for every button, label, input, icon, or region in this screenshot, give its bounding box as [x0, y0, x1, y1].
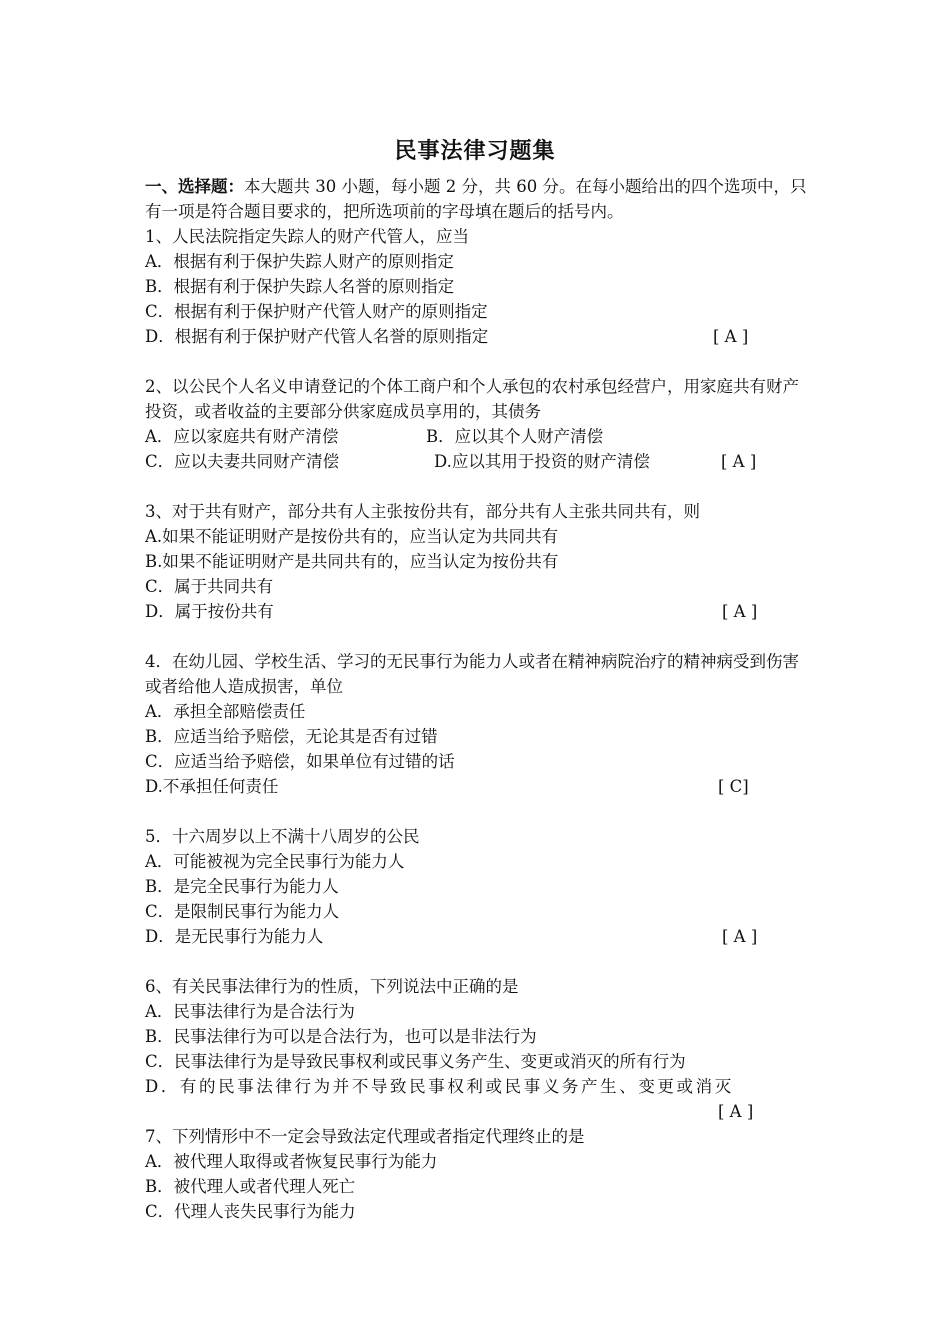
q3-stem: 3、对于共有财产，部分共有人主张按份共有，部分共有人主张共同共有，则 [145, 502, 700, 521]
q1-option-d: D．根据有利于保护财产代管人名誉的原则指定 [145, 327, 489, 346]
q2-stem: 2、以公民个人名义申请登记的个体工商户和个人承包的农村承包经营户，用家庭共有财产投资，或者收益的主要部分供家庭成员享用的，其债务 [145, 377, 799, 421]
q5-stem: 5．十六周岁以上不满十八周岁的公民 [145, 827, 420, 846]
q3-option-b: B.如果不能证明财产是共同共有的，应当认定为按份共有 [145, 552, 559, 571]
q3-answer: [ A ] [722, 602, 758, 621]
q5-option-a: A．可能被视为完全民事行为能力人 [145, 852, 405, 871]
document-body [145, 174, 807, 1224]
q2-options-row-1 [145, 424, 807, 449]
q7-option-a: A．被代理人取得或者恢复民事行为能力 [145, 1152, 438, 1171]
q3-option-d-row [145, 599, 807, 624]
q3-option-a: A.如果不能证明财产是按份共有的，应当认定为共同共有 [145, 527, 559, 546]
q5-option-b: B．是完全民事行为能力人 [145, 877, 339, 896]
q2-option-c: C．应以夫妻共同财产清偿 [145, 452, 340, 471]
q2-option-d: D.应以其用于投资的财产清偿 [434, 452, 650, 471]
q2-options-row-2 [145, 449, 807, 474]
q4-stem: 4．在幼儿园、学校生活、学习的无民事行为能力人或者在精神病院治疗的精神病受到伤害或者给他人造成损害，单位 [145, 652, 799, 696]
section-intro [145, 174, 807, 224]
q4-option-d-row [145, 774, 807, 799]
q1-option-b: B．根据有利于保护失踪人名誉的原则指定 [145, 277, 455, 296]
q7-stem: 7、下列情形中不一定会导致法定代理或者指定代理终止的是 [145, 1127, 585, 1146]
q3-option-c: C．属于共同共有 [145, 577, 274, 596]
q3-option-d: D．属于按份共有 [145, 602, 274, 621]
q1-answer: [ A ] [713, 327, 749, 346]
q2-option-b: B．应以其个人财产清偿 [426, 427, 604, 446]
q2-option-a: A．应以家庭共有财产清偿 [145, 427, 339, 446]
q6-option-c: C．民事法律行为是导致民事权利或民事义务产生、变更或消灭的所有行为 [145, 1052, 686, 1071]
section-label: 一、选择题： [145, 177, 244, 196]
q1-option-a: A．根据有利于保护失踪人财产的原则指定 [145, 252, 454, 271]
q4-option-c: C．应适当给予赔偿，如果单位有过错的话 [145, 752, 455, 771]
q1-stem: 1、人民法院指定失踪人的财产代管人，应当 [145, 227, 469, 246]
q2-answer: [ A ] [721, 452, 757, 471]
q1-option-c: C．根据有利于保护财产代管人财产的原则指定 [145, 302, 488, 321]
q4-option-a: A．承担全部赔偿责任 [145, 702, 306, 721]
q4-answer: [ C] [718, 777, 749, 796]
q5-option-c: C．是限制民事行为能力人 [145, 902, 340, 921]
q6-option-d: D．有的民事法律行为并不导致民事权利或民事义务产生、变更或消灭 [145, 1077, 734, 1096]
q6-option-b: B．民事法律行为可以是合法行为，也可以是非法行为 [145, 1027, 537, 1046]
section-instructions: 本大题共 30 小题，每小题 2 分，共 60 分。在每小题给出的四个选项中，只有一项是符合题目要求的，把所选项前的字母填在题后的括号内。 [145, 177, 807, 221]
q5-answer: [ A ] [722, 927, 758, 946]
q7-option-b: B．被代理人或者代理人死亡 [145, 1177, 356, 1196]
q6-answer: [ A ] [718, 1102, 754, 1121]
q7-option-c: C．代理人丧失民事行为能力 [145, 1202, 356, 1221]
q5-option-d-row [145, 924, 807, 949]
q4-option-d: D.不承担任何责任 [145, 777, 279, 796]
q4-option-b: B．应适当给予赔偿，无论其是否有过错 [145, 727, 438, 746]
q5-option-d: D．是无民事行为能力人 [145, 927, 324, 946]
q6-stem: 6、有关民事法律行为的性质，下列说法中正确的是 [145, 977, 519, 996]
page-title: 民事法律习题集 [394, 138, 556, 164]
q6-option-a: A．民事法律行为是合法行为 [145, 1002, 355, 1021]
q6-answer-row [145, 1099, 807, 1124]
q1-option-d-row [145, 324, 807, 349]
